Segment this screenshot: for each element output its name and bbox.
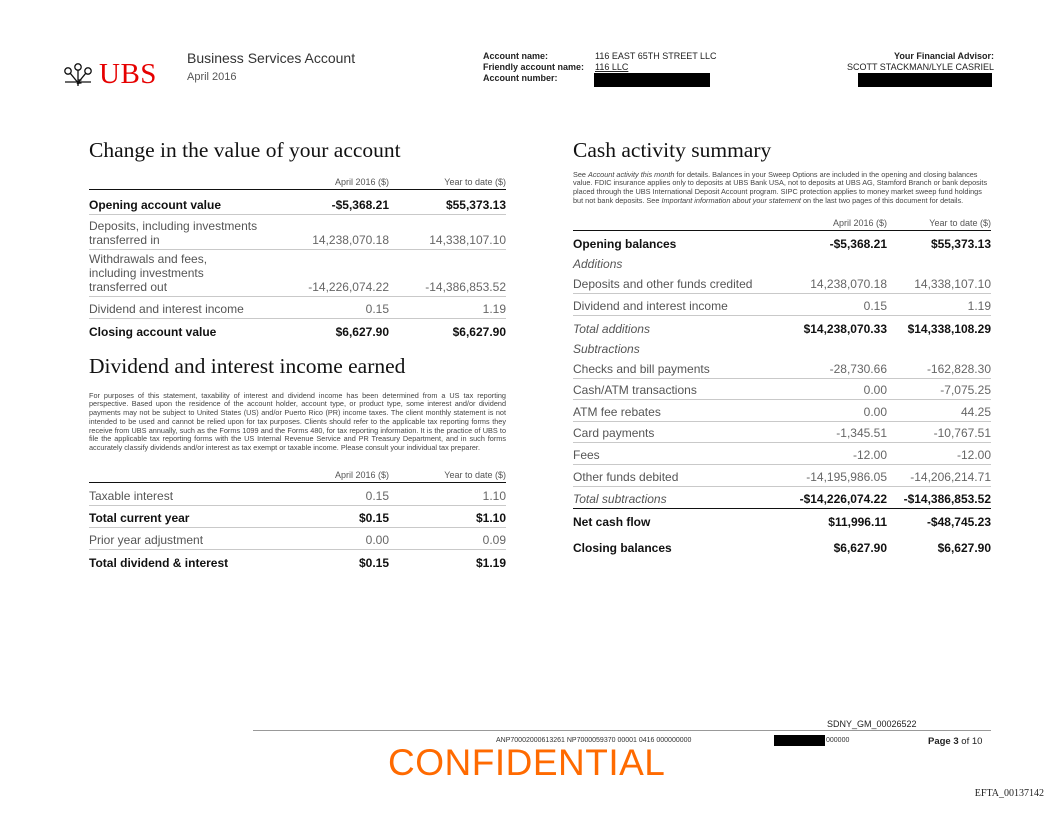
cash-activity-section bbox=[573, 140, 991, 557]
table-row: Total additions $14,238,070.33 $14,338,108.29 bbox=[573, 321, 991, 336]
important-info-reference: Important information about your statement bbox=[661, 195, 801, 205]
table-row: Closing balances $6,627.90 $6,627.90 bbox=[573, 540, 991, 555]
document-code: ANP70002000613261 NP7000059370 00001 0416 000000000 bbox=[496, 737, 692, 744]
account-name-label: Account name: bbox=[483, 51, 549, 61]
account-activity-reference: Account activity this month bbox=[588, 169, 675, 179]
table-header bbox=[89, 174, 506, 190]
col-ytd: Year to date ($) bbox=[444, 176, 506, 187]
redaction-footer bbox=[774, 735, 825, 746]
table-row: Deposits and other funds credited 14,238,070.18 14,338,107.10 bbox=[573, 273, 991, 294]
account-number-label: Account number: bbox=[483, 73, 558, 83]
change-in-value-section bbox=[89, 140, 506, 341]
col-ytd: Year to date ($) bbox=[929, 217, 991, 228]
account-name-value: 116 EAST 65TH STREET LLC bbox=[595, 51, 717, 61]
section-title: Dividend and interest income earned bbox=[89, 354, 406, 378]
advisor-label: Your Financial Advisor: bbox=[893, 51, 994, 61]
table-header bbox=[573, 212, 991, 231]
table-row: Taxable interest 0.15 1.10 bbox=[89, 483, 506, 506]
table-row: Total current year $0.15 $1.10 bbox=[89, 506, 506, 528]
table-header bbox=[89, 465, 506, 483]
footer-divider bbox=[253, 730, 991, 731]
tax-disclosure-paragraph: For purposes of this statement, taxability of interest and dividend income has been determined from a US tax reporting perspective. Based upon the residence of the account holder, account type, or product type, some interest and/or dividend payments may not be subject to United States (US) and/or Puerto Rico (PR) income taxes. The client monthly statement is not intended to be used and cannot be relied upon for tax purposes. Clients should refer to the applicable tax reporting forms they receive from UBS annually, such as the Forms 1099 and the Forms 480, for tax reporting information. It is the practice of UBS to file the applicable tax reporting forms with the US Internal Revenue Service and PR Treasury Department, and in such forms accurately classify dividends and/or interest as tax exempt or taxable income. Please consult your individual tax preparer. bbox=[89, 390, 506, 453]
table-row: Dividend and interest income 0.15 1.19 bbox=[573, 294, 991, 316]
redaction-advisor bbox=[858, 73, 992, 87]
cash-activity-table bbox=[573, 212, 991, 557]
advisor-name: SCOTT STACKMAN/LYLE CASRIEL bbox=[846, 62, 994, 72]
col-month: April 2016 ($) bbox=[334, 176, 389, 187]
table-row: Card payments -1,345.51 -10,767.51 bbox=[573, 422, 991, 443]
col-month: April 2016 ($) bbox=[334, 470, 389, 481]
table-row: Closing account value $6,627.90 $6,627.90 bbox=[89, 324, 506, 339]
statement-period: April 2016 bbox=[187, 71, 237, 83]
section-title: Cash activity summary bbox=[573, 138, 772, 162]
table-row: Opening balances -$5,368.21 $55,373.13 bbox=[573, 236, 991, 251]
col-month: April 2016 ($) bbox=[832, 217, 887, 228]
col-ytd: Year to date ($) bbox=[444, 470, 506, 481]
table-row: Checks and bill payments -28,730.66 -162,828.30 bbox=[573, 358, 991, 379]
table-row: Deposits, including investments transferred in 14,238,070.18 14,338,107.10 bbox=[89, 215, 506, 250]
friendly-name-label: Friendly account name: bbox=[483, 62, 585, 72]
dividend-interest-table bbox=[89, 465, 506, 572]
efta-number: EFTA_00137142 bbox=[974, 788, 1044, 799]
table-row: Net cash flow $11,996.11 -$48,745.23 bbox=[573, 514, 991, 529]
table-row: Dividend and interest income 0.15 1.19 bbox=[89, 297, 506, 319]
document-code-tail: 000000 bbox=[826, 737, 850, 744]
change-in-value-table bbox=[89, 174, 506, 341]
redaction-account-number bbox=[594, 73, 710, 87]
three-keys-icon bbox=[62, 62, 94, 88]
page-number: Page 3 of 10 bbox=[928, 736, 983, 747]
additions-label-row: Additions bbox=[573, 256, 623, 271]
cash-activity-note: See Account activity this month for details. Balances in your Sweep Options are included in the opening and closing balances value. FDIC insurance applies only to deposits at UBS Bank USA, not to deposits at UBS AG, Stamford Branch or bank deposits placed through the UBS International Deposit Account program. SIPC protection applies to money market sweep fund holdings but not bank deposits. See Important information about your statement on the last two pages of this document for details. bbox=[573, 169, 988, 205]
subtractions-label-row: Subtractions bbox=[573, 341, 640, 356]
table-row: Other funds debited -14,195,986.05 -14,206,214.71 bbox=[573, 465, 991, 487]
section-title: Change in the value of your account bbox=[89, 138, 401, 162]
confidential-stamp: CONFIDENTIAL bbox=[388, 742, 666, 783]
table-row: Fees -12.00 -12.00 bbox=[573, 443, 991, 465]
bates-number: SDNY_GM_00026522 bbox=[827, 719, 917, 729]
account-type: Business Services Account bbox=[187, 50, 356, 66]
ubs-wordmark: UBS bbox=[99, 58, 157, 90]
table-row: Total subtractions -$14,226,074.22 -$14,386,853.52 bbox=[573, 487, 991, 509]
table-row: Opening account value -$5,368.21 $55,373.13 bbox=[89, 190, 506, 215]
ubs-logo bbox=[62, 60, 157, 89]
dividend-interest-section bbox=[89, 356, 506, 572]
table-row: Cash/ATM transactions 0.00 -7,075.25 bbox=[573, 379, 991, 400]
friendly-name-value: 116 LLC bbox=[595, 62, 629, 72]
financial-advisor bbox=[847, 51, 994, 73]
table-row: ATM fee rebates 0.00 44.25 bbox=[573, 400, 991, 422]
table-row: Prior year adjustment 0.00 0.09 bbox=[89, 528, 506, 550]
table-row: Withdrawals and fees, including investments transferred out -14,226,074.22 -14,386,853.52 bbox=[89, 250, 506, 297]
table-row: Total dividend & interest $0.15 $1.19 bbox=[89, 556, 506, 571]
